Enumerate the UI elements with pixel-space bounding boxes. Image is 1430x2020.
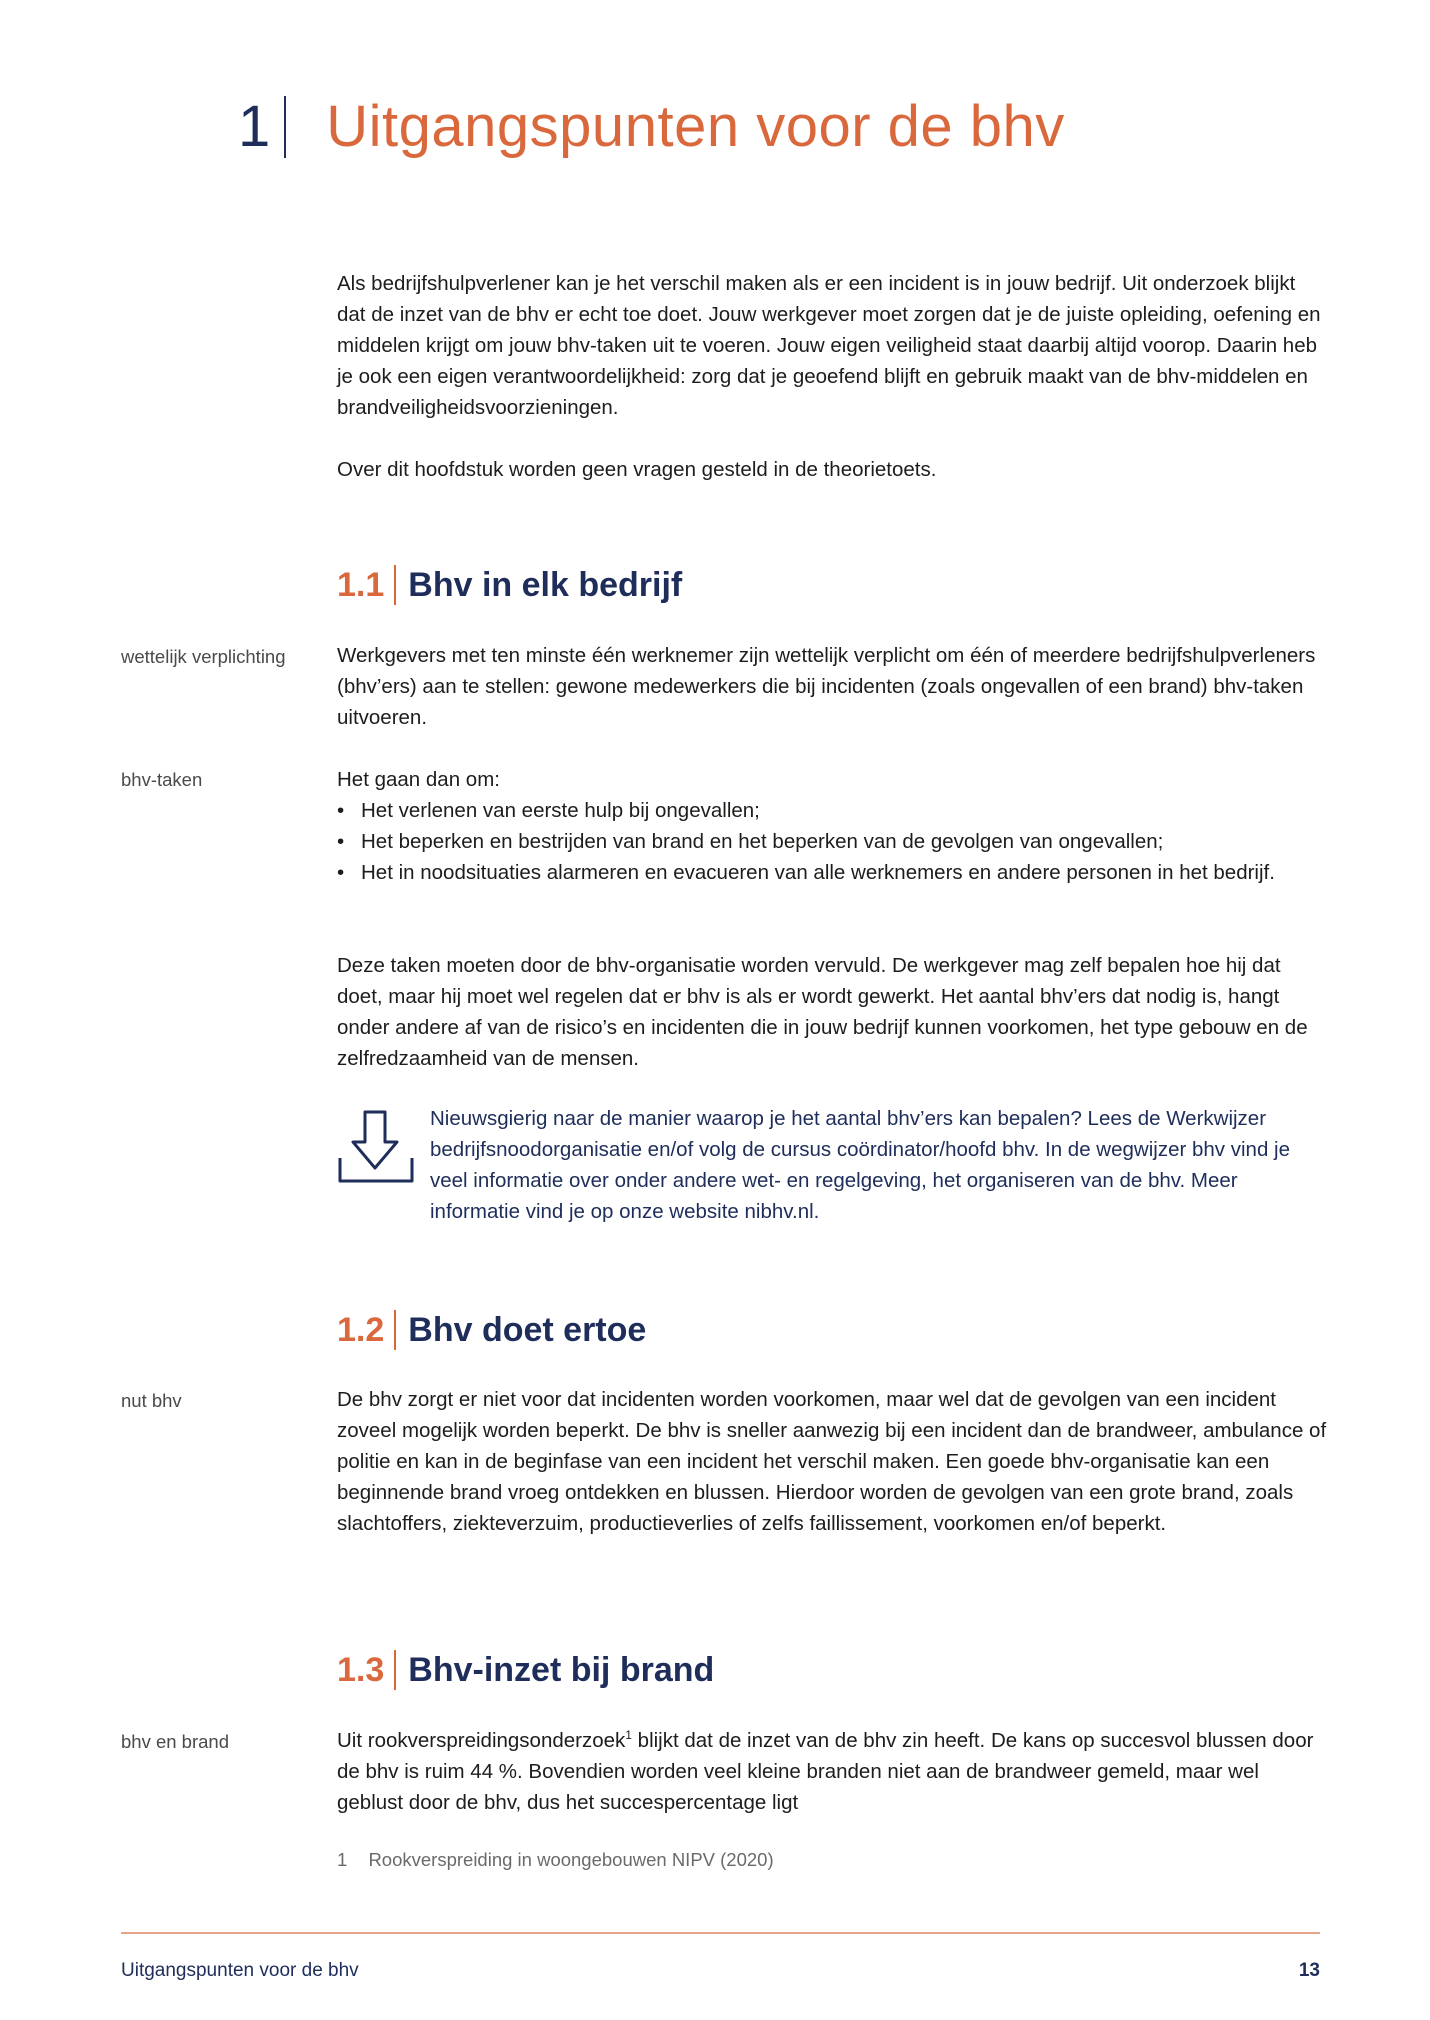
margin-note-wettelijk: wettelijk verplichting — [121, 646, 286, 667]
section-title: Bhv doet ertoe — [408, 1311, 647, 1349]
section-1-1-paragraph-2: Deze taken moeten door de bhv-organisatie worden vervuld. De werkgever mag zelf bepalen hoe hij dat doet, maar hij moet wel regelen dat er bhv is als er wordt gewerkt. Het aantal bhv’ers dat nodig is, hangt onder andere af van de risico’s en incidenten die in jouw bedrijf kunnen voorkomen, het type gebouw en de zelfredzaamheid van de mensen. — [337, 954, 1308, 1070]
section-heading-1-2 — [337, 1310, 646, 1350]
download-icon — [337, 1108, 417, 1188]
intro-paragraph-2: Over dit hoofdstuk worden geen vragen gesteld in de theorietoets. — [337, 458, 937, 481]
footer-chapter-title: Uitgangspunten voor de bhv — [121, 1960, 359, 1981]
page-number: 13 — [1298, 1960, 1320, 1981]
section-divider — [394, 565, 396, 605]
footnote-text: Rookverspreiding in woongebouwen NIPV (2020) — [368, 1849, 774, 1870]
section-number: 1.1 — [337, 566, 385, 604]
section-divider — [394, 1310, 396, 1350]
section-heading-1-3 — [337, 1650, 714, 1690]
list-item: • Het beperken en bestrijden van brand en het beperken van de gevolgen van ongevallen; — [337, 826, 1327, 857]
footnote-number: 1 — [337, 1849, 348, 1870]
list-item: • Het in noodsituaties alarmeren en evacueren van alle werknemers en andere personen in het bedrijf. — [337, 857, 1327, 888]
margin-note-bhv-taken: bhv-taken — [121, 769, 203, 790]
chapter-number: 1 — [238, 94, 271, 159]
footer-divider — [121, 1932, 1320, 1934]
section-number: 1.2 — [337, 1311, 385, 1349]
section-1-2-paragraph: De bhv zorgt er niet voor dat incidenten worden voorkomen, maar wel dat de gevolgen van een incident zoveel mogelijk worden beperkt. De bhv is sneller aanwezig bij een incident dan de brandweer, ambulance of politie en kan in de beginfase van een incident het verschil maken. Een goede bhv-organisatie kan een beginnende brand vroeg ontdekken en blussen. Hierdoor worden de gevolgen van een grote brand, zoals slachtoffers, ziekteverzuim, productieverlies of zelfs faillissement, voorkomen en/of beperkt. — [337, 1388, 1327, 1535]
section-title: Bhv in elk bedrijf — [408, 566, 683, 604]
section-title: Bhv-inzet bij brand — [408, 1651, 715, 1689]
footnote — [337, 1849, 774, 1871]
bullet-list — [337, 795, 1327, 888]
chapter-divider — [284, 96, 286, 158]
margin-note-nut-bhv: nut bhv — [121, 1390, 182, 1411]
intro-text — [337, 268, 1327, 485]
margin-note-bhv-en-brand: bhv en brand — [121, 1731, 230, 1752]
list-intro: Het gaan dan om: — [337, 768, 500, 791]
section-1-1-paragraph-1: Werkgevers met ten minste één werknemer zijn wettelijk verplicht om één of meerdere bedrijfshulpverleners (bhv’ers) aan te stellen: gewone medewerkers die bij incidenten (zoals ongevallen of een brand) bhv-taken uitvoeren. — [337, 644, 1316, 729]
footnote-reference[interactable]: 1 — [625, 1728, 632, 1743]
tip-text: Nieuwsgierig naar de manier waarop je het aantal bhv’ers kan bepalen? Lees de Werkwijzer bedrijfsnoodorganisatie en/of volg de cursus coördinator/hoofd bhv. In de wegwijzer bhv vind je veel informatie over onder andere wet- en regelgeving, het organiseren van de bhv. Meer informatie vind je op onze website nibhv.nl. — [430, 1107, 1290, 1223]
section-1-1-task-list — [337, 764, 1327, 888]
section-divider — [394, 1650, 396, 1690]
paragraph-start: Uit rookverspreidingsonderzoek — [337, 1729, 626, 1752]
section-heading-1-1 — [337, 565, 682, 605]
section-number: 1.3 — [337, 1651, 385, 1689]
intro-paragraph-1: Als bedrijfshulpverlener kan je het verschil maken als er een incident is in jouw bedrijf. Uit onderzoek blijkt dat de inzet van de bhv er echt toe doet. Jouw werkgever moet zorgen dat je de juiste opleiding, oefening en middelen krijgt om jouw bhv-taken uit te voeren. Jouw eigen veiligheid staat daarbij altijd voorop. Daarin heb je ook een eigen verantwoordelijkheid: zorg dat je geoefend blijft en gebruik maakt van de bhv-middelen en brandveiligheidsvoorzieningen. — [337, 272, 1321, 419]
list-item: • Het verlenen van eerste hulp bij ongevallen; — [337, 795, 1327, 826]
chapter-title: Uitgangspunten voor de bhv — [326, 94, 1065, 159]
section-1-3-paragraph — [337, 1725, 1327, 1818]
paragraph-rest: blijkt dat de inzet van de bhv zin heeft. De kans op succesvol blussen door de bhv is ruim 44 %. Bovendien worden veel kleine branden niet aan de brandweer gemeld, maar wel geblust door de bhv, dus het succespercentage ligt — [337, 1729, 1314, 1814]
chapter-heading — [238, 96, 1065, 158]
